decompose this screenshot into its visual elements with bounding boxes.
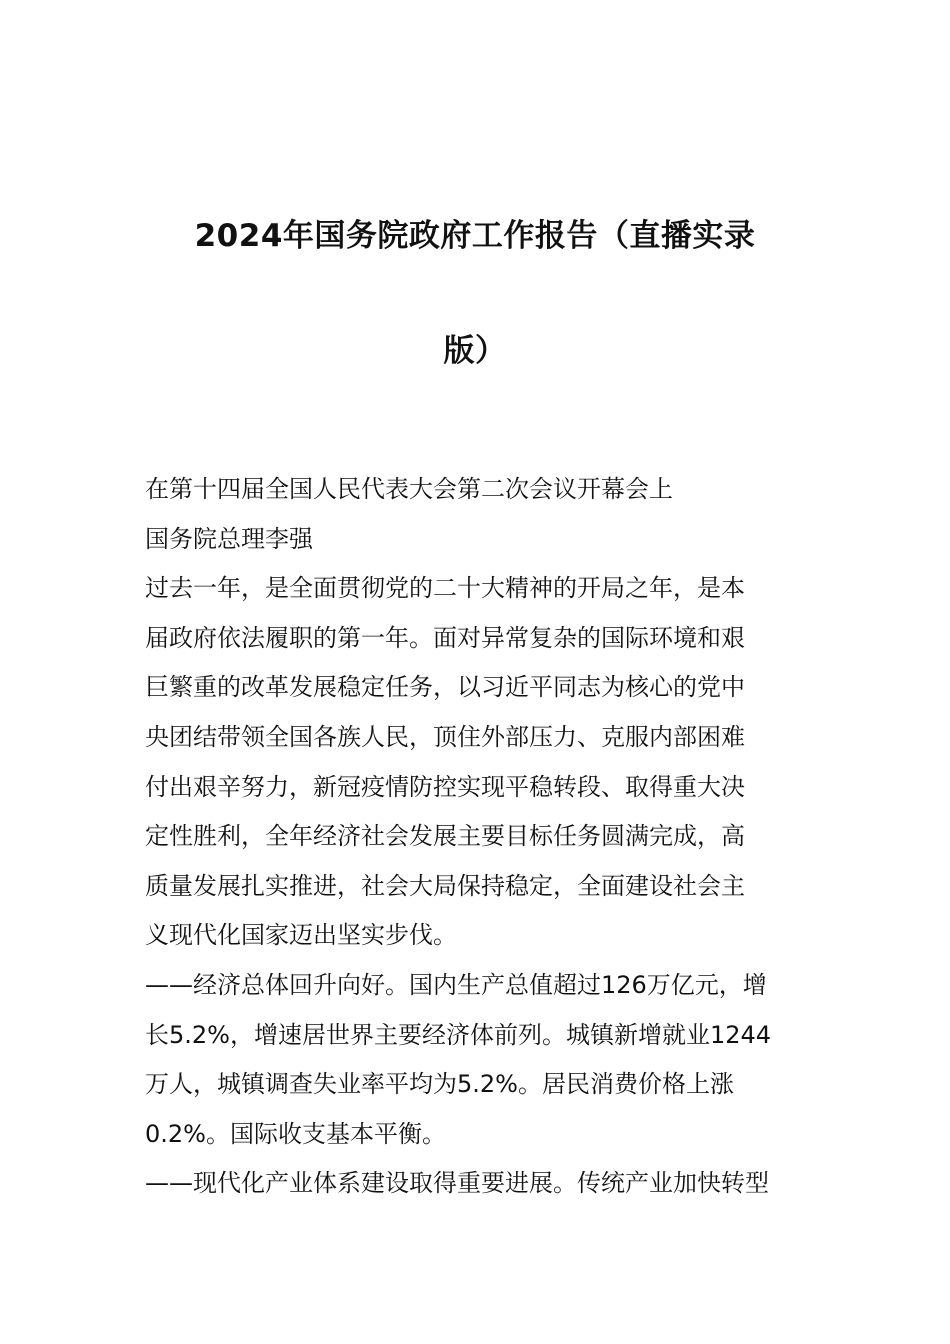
- body-line: 央团结带领全国各族人民，顶住外部压力、克服内部困难: [145, 722, 745, 751]
- body-line: 质量发展扎实推进，社会大局保持稳定，全面建设社会主: [145, 871, 745, 900]
- body-line: 定性胜利，全年经济社会发展主要目标任务圆满完成，高: [145, 822, 745, 851]
- body-line: 过去一年，是全面贯彻党的二十大精神的开局之年，是本: [145, 574, 745, 603]
- body-line: ——经济总体回升向好。国内生产总值超过126万亿元，增: [145, 970, 767, 999]
- body-line: 在第十四届全国人民代表大会第二次会议开幕会上: [145, 475, 673, 503]
- body-line: ——现代化产业体系建设取得重要进展。传统产业加快转型: [145, 1169, 769, 1198]
- body-line: 巨繁重的改革发展稳定任务，以习近平同志为核心的党中: [145, 673, 745, 702]
- document-title-line-2: 版）: [443, 333, 507, 369]
- body-line: 0.2%。国际收支基本平衡。: [145, 1119, 446, 1148]
- body-line: 届政府依法履职的第一年。面对异常复杂的国际环境和艰: [145, 623, 745, 652]
- document-title-line-1: 2024年国务院政府工作报告（直播实录: [194, 218, 756, 254]
- body-line: 万人，城镇调查失业率平均为5.2%。居民消费价格上涨: [145, 1070, 734, 1099]
- document-body: [145, 468, 810, 1212]
- body-line: 义现代化国家迈出坚实步伐。: [145, 921, 457, 950]
- body-line: 长5.2%，增速居世界主要经济体前列。城镇新增就业1244: [145, 1020, 772, 1049]
- body-line: 国务院总理李强: [145, 524, 313, 553]
- body-line: 付出艰辛努力，新冠疫情防控实现平稳转段、取得重大决: [145, 772, 745, 801]
